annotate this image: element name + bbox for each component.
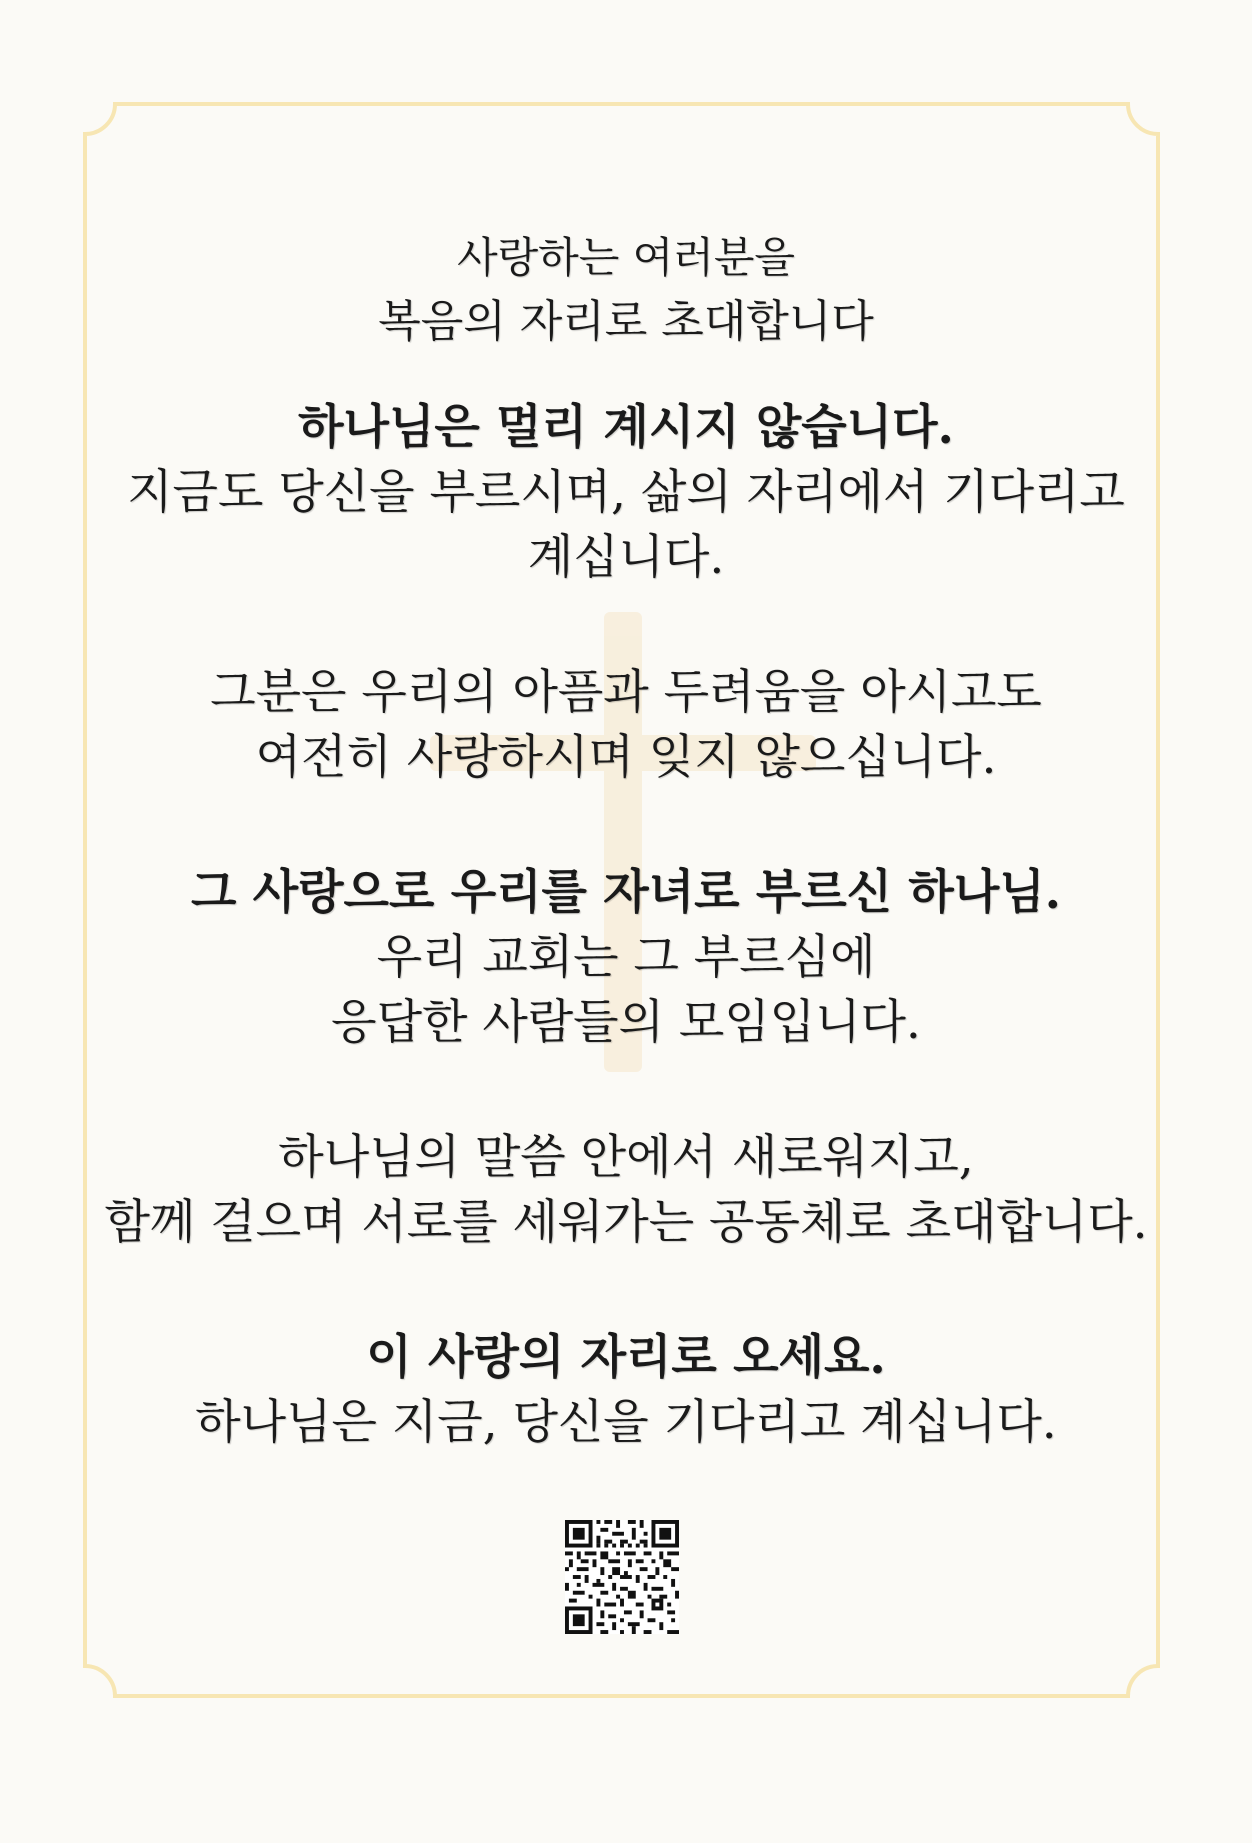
intro-line-1: 사랑하는 여러분을 bbox=[457, 233, 795, 282]
section3-line-1: 우리 교회는 그 부르심에 bbox=[376, 930, 876, 985]
section1-heading: 하나님은 멀리 계시지 않습니다. bbox=[298, 400, 954, 455]
section2-line-2: 여전히 사랑하시며 잊지 않으십니다. bbox=[255, 730, 997, 785]
section3-heading: 그 사랑으로 우리를 자녀로 부르신 하나님. bbox=[190, 865, 1061, 920]
section1-line-2: 계십니다. bbox=[527, 530, 725, 585]
section4-line-1: 하나님의 말씀 안에서 새로워지고, bbox=[278, 1130, 974, 1185]
intro-line-2: 복음의 자리로 초대합니다 bbox=[378, 296, 874, 347]
section3-line-2: 응답한 사람들의 모임입니다. bbox=[331, 995, 921, 1050]
section2-line-1: 그분은 우리의 아픔과 두려움을 아시고도 bbox=[210, 665, 1042, 720]
qr-code-icon[interactable] bbox=[565, 1520, 679, 1634]
section4-line-2: 함께 걸으며 서로를 세워가는 공동체로 초대합니다. bbox=[104, 1195, 1148, 1250]
section5-line-1: 하나님은 지금, 당신을 기다리고 계십니다. bbox=[195, 1395, 1057, 1450]
section1-line-1: 지금도 당신을 부르시며, 삶의 자리에서 기다리고 bbox=[127, 465, 1125, 520]
section5-heading: 이 사랑의 자리로 오세요. bbox=[366, 1330, 886, 1385]
